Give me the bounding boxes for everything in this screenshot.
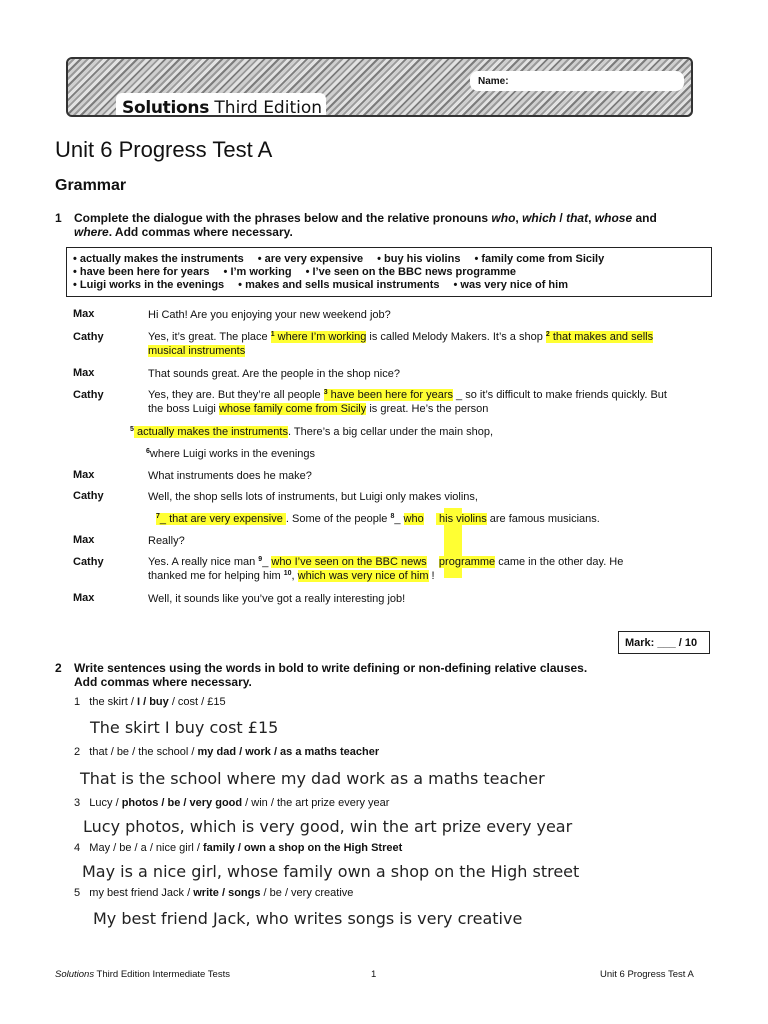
handwritten-answer[interactable]: May is a nice girl, whose family own a shop on the High street — [82, 862, 580, 881]
answer-4: whose family come from Sicily — [218, 403, 367, 415]
brand-edition: Third Edition — [214, 98, 323, 117]
dialogue-line: Well, it sounds like you’ve got a really interesting job! — [148, 593, 406, 605]
handwritten-answer[interactable]: My best friend Jack, who writes songs is very creative — [93, 909, 523, 928]
dialogue-line: Yes, they are. But they’re all people $^3$ have been here for years _ so it’s difficult to make friends quickly. But the boss Luigi whose family come from Sicily is great. He’s the person — [148, 389, 667, 415]
handwritten-answer[interactable]: That is the school where my dad work as a maths teacher — [80, 769, 545, 788]
phrase-row: • Luigi works in the evenings • makes and sells musical instruments • was very nice of him — [73, 279, 568, 291]
speaker-label: Max — [73, 367, 95, 379]
phrase-row: • have been here for years • I’m working • I’ve seen on the BBC news programme — [73, 266, 517, 278]
name-label: Name: — [478, 76, 509, 87]
speaker-label: Max — [73, 592, 95, 604]
dialogue-line: Yes, it’s great. The place $^1$ where I’m working is called Melody Makers. It’s a shop $^2$ that makes and sells musical instruments — [148, 331, 654, 357]
item-prompt: 4 May / be / a / nice girl / family / own a shop on the High Street — [74, 842, 403, 854]
dialogue-line: What instruments does he make? — [148, 470, 312, 482]
speaker-label: Cathy — [73, 556, 104, 568]
brand-name: Solutions — [122, 98, 210, 117]
dialogue-line: $^6$where Luigi works in the evenings — [146, 448, 315, 460]
brand-logo — [116, 93, 326, 117]
item-prompt: 5 my best friend Jack / write / songs / be / very creative — [74, 887, 354, 899]
answer-5: actually makes the instruments — [133, 426, 288, 438]
footer-source: Solutions Third Edition Intermediate Tests — [55, 969, 230, 980]
mark-box[interactable]: Mark: ___ / 10 — [618, 631, 710, 654]
item-prompt: 2 that / be / the school / my dad / work / as a maths teacher — [74, 746, 380, 758]
handwritten-answer[interactable]: Lucy photos, which is very good, win the art prize every year — [83, 817, 573, 836]
handwritten-answer[interactable]: The skirt I buy cost £15 — [90, 718, 279, 737]
dialogue-line: Hi Cath! Are you enjoying your new weekend job? — [148, 309, 391, 321]
dialogue-line: Really? — [148, 535, 185, 547]
dialogue-line: $^5$ actually makes the instruments. There’s a big cellar under the main shop, — [130, 426, 494, 438]
section-heading: Grammar — [55, 177, 127, 194]
answer-10: which was very nice of him — [297, 570, 429, 582]
dialogue-line: Well, the shop sells lots of instruments, but Luigi only makes violins, — [148, 491, 478, 503]
speaker-label: Max — [73, 469, 95, 481]
answer-9b: programme — [438, 556, 496, 568]
question-instruction: Complete the dialogue with the phrases below and the relative pronouns who, which / that, whose and where. Add commas where necessary. — [74, 211, 657, 239]
page-title: Unit 6 Progress Test A — [55, 137, 273, 162]
speaker-label: Cathy — [73, 389, 104, 401]
speaker-label: Max — [73, 534, 95, 546]
name-field[interactable] — [470, 71, 684, 91]
answer-3: have been here for years — [327, 389, 453, 401]
item-prompt: 3 Lucy / photos / be / very good / win / the art prize every year — [74, 797, 390, 809]
dialogue-line: $^7$_ that are very expensive . Some of the people $^8$_ who his violins are famous musicians. — [156, 513, 600, 525]
answer-2: that makes and sells — [549, 331, 654, 343]
dialogue-line: That sounds great. Are the people in the shop nice? — [148, 368, 400, 380]
answer-8b: his violins — [435, 513, 487, 525]
question-number: 2 — [55, 661, 62, 675]
speaker-label: Max — [73, 308, 95, 320]
speaker-label: Cathy — [73, 331, 104, 343]
header-banner — [66, 57, 693, 117]
answer-1: where I’m working — [274, 331, 367, 343]
phrase-box — [66, 247, 712, 297]
question-number: 1 — [55, 211, 62, 225]
phrase-row: • actually makes the instruments • are very expensive • buy his violins • family come from Sicily — [73, 253, 605, 265]
answer-6: where Luigi works in the evenings — [149, 448, 315, 460]
page-number: 1 — [371, 969, 377, 980]
question-instruction: Write sentences using the words in bold to write defining or non-defining relative clauses. Add commas where necessary. — [74, 661, 588, 689]
answer-9a: who I’ve seen on the BBC news — [271, 556, 427, 568]
speaker-label: Cathy — [73, 490, 104, 502]
item-prompt: 1 the skirt / I / buy / cost / £15 — [74, 696, 226, 708]
answer-8a: who — [403, 513, 424, 525]
dialogue-line: Yes. A really nice man $^9$_ who I’ve seen on the BBC news programme came in the other day. He thanked me for helping him $^{10}$, which was very nice of him ! — [148, 556, 624, 582]
footer-title: Unit 6 Progress Test A — [600, 969, 694, 980]
answer-7: _ that are very expensive — [159, 513, 286, 525]
